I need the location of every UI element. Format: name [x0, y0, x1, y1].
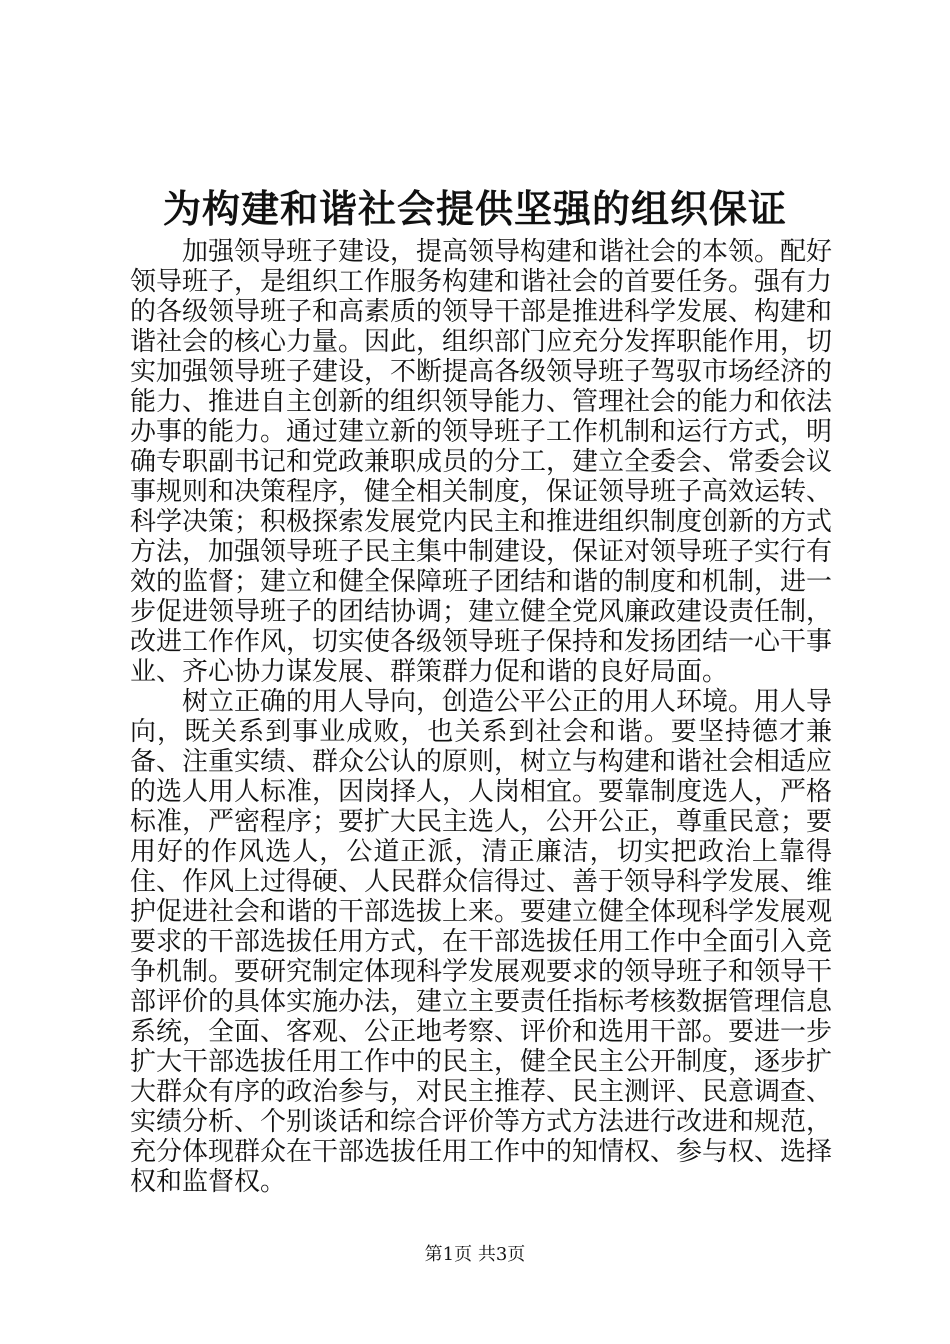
document-title: 为构建和谐社会提供坚强的组织保证 [162, 186, 787, 231]
paragraph-2: 树立正确的用人导向，创造公平公正的用人环境。用人导向，既关系到事业成败，也关系到社会和谐。要坚持德才兼备、注重实绩、群众公认的原则，树立与构建和谐社会相适应的选人用人标准，因岗择人，人岗相宜。要靠制度选人，严格标准，严密程序；要扩大民主选人，公开公正，尊重民意；要用好的作风选人，公道正派，清正廉洁，切实把政治上靠得住、作风上过得硬、人民群众信得过、善于领导科学发展、维护促进社会和谐的干部选拔上来。要建立健全体现科学发展观要求的干部选拔任用方式，在干部选拔任用工作中全面引入竞争机制。要研究制定体现科学发展观要求的领导班子和领导干部评价的具体实施办法，建立主要责任指标考核数据管理信息系统，全面、客观、公正地考察、评价和选用干部。要进一步扩大干部选拔任用工作中的民主，健全民主公开制度，逐步扩大群众有序的政治参与，对民主推荐、民主测评、民意调查、实绩分析、个别谈话和综合评价等方式方法进行改进和规范，充分体现群众在干部选拔任用工作中的知情权、参与权、选择权和监督权。 [130, 687, 833, 1197]
paragraph-1: 加强领导班子建设，提高领导构建和谐社会的本领。配好领导班子，是组织工作服务构建和谐社会的首要任务。强有力的各级领导班子和高素质的领导干部是推进科学发展、构建和谐社会的核心力量。因此，组织部门应充分发挥职能作用，切实加强领导班子建设，不断提高各级领导班子驾驭市场经济的能力、推进自主创新的组织领导能力、管理社会的能力和依法办事的能力。通过建立新的领导班子工作机制和运行方式，明确专职副书记和党政兼职成员的分工，建立全委会、常委会议事规则和决策程序，健全相关制度，保证领导班子高效运转、科学决策；积极探索发展党内民主和推进组织制度创新的方式方法，加强领导班子民主集中制建设，保证对领导班子实行有效的监督；建立和健全保障班子团结和谐的制度和机制，进一步促进领导班子的团结协调；建立健全党风廉政建设责任制，改进工作作风，切实使各级领导班子保持和发扬团结一心干事业、齐心协力谋发展、群策群力促和谐的良好局面。 [130, 237, 833, 687]
document-body [130, 237, 832, 1197]
page-footer: 第1页 共3页 [424, 1244, 526, 1265]
